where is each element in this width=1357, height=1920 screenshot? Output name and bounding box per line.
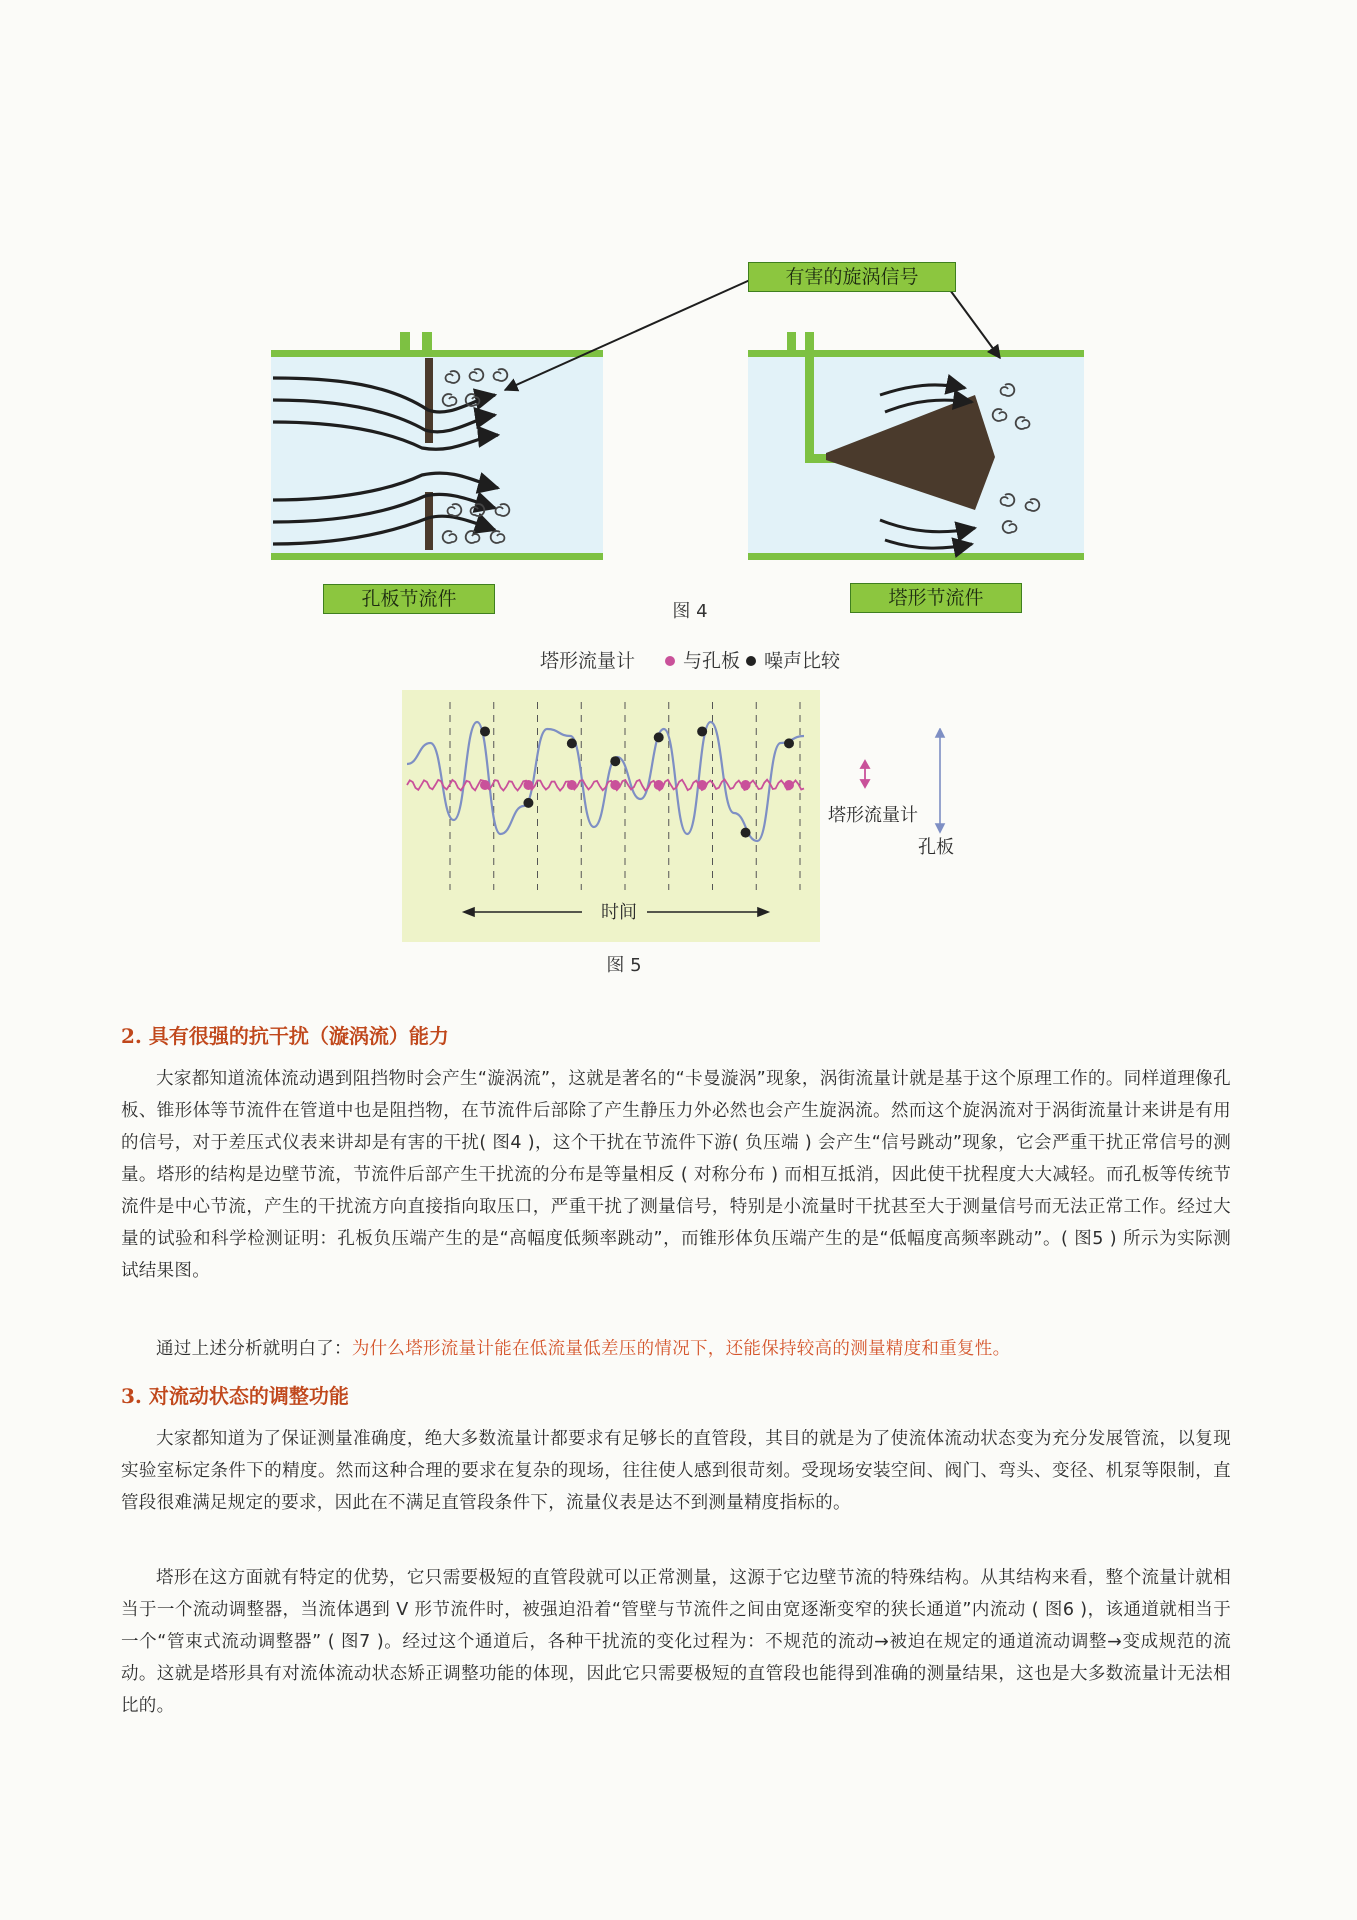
orifice-point (567, 738, 577, 748)
section-2-paragraph-2 (121, 1333, 1231, 1365)
orifice-point (741, 828, 751, 838)
section-2-body (121, 1063, 1231, 1287)
section-2 (121, 1020, 1231, 1049)
figure-4 (260, 250, 1090, 620)
tower-pipe (748, 332, 1084, 560)
tower-point (480, 780, 490, 790)
orifice-point (654, 732, 664, 742)
tower-dot-icon (665, 656, 675, 666)
orifice-label: 孔板节流件 (323, 584, 495, 614)
tower-point (654, 780, 664, 790)
section-2-heading: 2. 具有很强的抗干扰（漩涡流）能力 (121, 1024, 449, 1048)
legend-orifice: 孔板 (918, 837, 954, 858)
tower-point (610, 780, 620, 790)
orifice-point (480, 726, 490, 736)
figure-4-diagram (260, 250, 1090, 620)
tower-label: 塔形节流件 (850, 583, 1022, 613)
section-2-conclusion (121, 1333, 1231, 1365)
section-3-heading: 3. 对流动状态的调整功能 (121, 1384, 349, 1408)
figure-5-chart (402, 690, 822, 942)
section-2-paragraph-1: 大家都知道流体流动遇到阻挡物时会产生“漩涡流”，这就是著名的“卡曼漩涡”现象，涡街流量计就是基于这个原理工作的。同样道理像孔板、锥形体等节流件在管道中也是阻挡物，在节流件后部除了产生静压力外必然也会产生旋涡流。然而这个旋涡流对于涡街流量计来讲是有用的信号，对于差压式仪表来讲却是有害的干扰( 图4 )，这个干扰在节流件下游( 负压端 ) 会产生“信号跳动”现象，它会严重干扰正常信号的测量。塔形的结构是边壁节流，节流件后部产生干扰流的分布是等量相反 ( 对称分布 ) 而相互抵消，因此使干扰程度大大减轻。而孔板等传统节流件是中心节流，产生的干扰流方向直接指向取压口，严重干扰了测量信号，特别是小流量时干扰甚至大于测量信号而无法正常工作。经过大量的试验和科学检测证明：孔板负压端产生的是“高幅度低频率跳动”，而锥形体负压端产生的是“低幅度高频率跳动”。( 图5 ) 所示为实际测试结果图。 (121, 1069, 1231, 1281)
title-with-orifice: 与孔板 (683, 650, 741, 672)
orifice-point (784, 738, 794, 748)
figure-5-title (540, 646, 940, 673)
legend-tower: 塔形流量计 (828, 805, 918, 826)
orifice-point (610, 756, 620, 766)
orifice-point (523, 798, 533, 808)
figure-4-caption: 图 4 (672, 601, 708, 622)
title-noise-compare: 噪声比较 (764, 650, 841, 672)
time-label: 时间 (601, 902, 637, 923)
orifice-plate-bottom (425, 492, 433, 550)
tower-amplitude-icon (861, 761, 869, 787)
tower-point (784, 780, 794, 790)
section-3-paragraph-2: 塔形在这方面就有特定的优势，它只需要极短的直管段就可以正常测量，这源于它边壁节流的特殊结构。从其结构来看，整个流量计就相当于一个流动调整器，当流体遇到 V 形节流件时，被强迫沿着“管壁与节流件之间由宽逐渐变窄的狭长通道”内流动 ( 图6 )，该通道就相当于一个“管束式流动调整器” ( 图7 )。经过这个通道后，各种干扰流的变化过程为：不规范的流动→被迫在规定的通道流动调整→变成规范的流动。这就是塔形具有对流体流动状态矫正调整功能的体现，因此它只需要极短的直管段也能得到准确的测量结果，这也是大多数流量计无法相比的。 (121, 1568, 1231, 1716)
figure-5-legend (828, 728, 985, 858)
conclusion-prefix: 通过上述分析就明白了： (156, 1339, 352, 1359)
orifice-point (697, 726, 707, 736)
tower-point (697, 780, 707, 790)
tower-point (523, 780, 533, 790)
tower-point (567, 780, 577, 790)
section-3-paragraph-1: 大家都知道为了保证测量准确度，绝大多数流量计都要求有足够长的直管段，其目的就是为了使流体流动状态变为充分发展管流，以复现实验室标定条件下的精度。然而这种合理的要求在复杂的现场，往往使人感到很苛刻。受现场安装空间、阀门、弯头、变径、机泵等限制，直管段很难满足规定的要求，因此在不满足直管段条件下，流量仪表是达不到测量精度指标的。 (121, 1429, 1231, 1513)
orifice-pipe (271, 332, 603, 560)
section-3 (121, 1380, 1231, 1409)
section-3-body (121, 1423, 1231, 1519)
orifice-dot-icon (746, 656, 756, 666)
orifice-amplitude-icon (936, 729, 944, 832)
section-3-body-2 (121, 1562, 1231, 1722)
conclusion-highlight: 为什么塔形流量计能在低流量低差压的情况下，还能保持较高的测量精度和重复性。 (351, 1339, 1011, 1359)
legend-arrows (855, 728, 985, 848)
title-tower: 塔形流量计 (540, 650, 636, 672)
harmful-vortex-label: 有害的旋涡信号 (748, 262, 956, 292)
figure-5-caption: 图 5 (606, 955, 642, 976)
tower-point (741, 780, 751, 790)
